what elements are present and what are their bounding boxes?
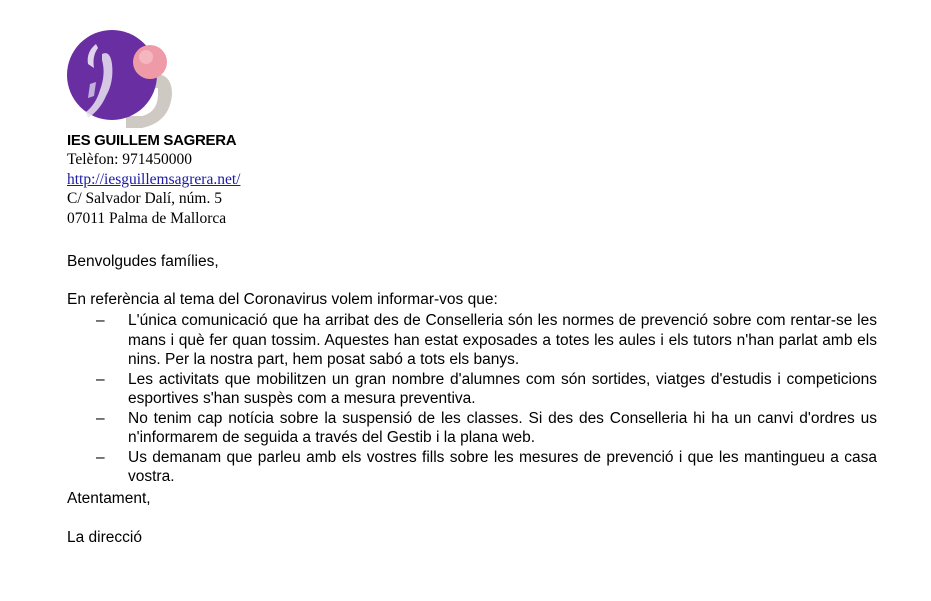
school-address-city: 07011 Palma de Mallorca (67, 209, 227, 227)
list-item (67, 311, 877, 370)
list-item (67, 409, 877, 448)
list-item-text: Les activitats que mobilitzen un gran nombre d'alumnes com són sortides, viatges d'estudis i competicions esportives s'han suspès com a mesura preventiva. (128, 370, 877, 407)
letter-greeting: Benvolgudes famílies, (67, 253, 219, 270)
list-item-text: L'única comunicació que ha arribat des de Conselleria són les normes de prevenció sobre com rentar-se les mans i què fer quan tossim. Aquestes han estat exposades a totes les aules i els tutors n'han parlat amb els nins. Per la nostra part, hem posat sabó a tots els banys. (128, 312, 877, 368)
letter-closing: Atentament, (67, 490, 151, 507)
list-item (67, 448, 877, 487)
list-bullet: – (96, 312, 105, 329)
school-logo (66, 24, 174, 130)
letter-intro: En referència al tema del Coronavirus volem informar-vos que: (67, 291, 498, 308)
notice-list (67, 311, 877, 487)
list-item-text: No tenim cap notícia sobre la suspensió de les classes. Si des des Conselleria hi ha un canvi d'ordres us n'informarem de seguida a través del Gestib i la plana web. (128, 409, 877, 446)
school-address-street: C/ Salvador Dalí, núm. 5 (67, 190, 222, 207)
letterhead (67, 131, 240, 228)
list-bullet: – (96, 370, 105, 388)
letter-signature: La direcció (67, 529, 142, 546)
school-name: IES GUILLEM SAGRERA (67, 132, 237, 149)
school-phone: Telèfon: 971450000 (67, 151, 193, 168)
school-website-link[interactable]: http://iesguillemsagrera.net/ (67, 170, 241, 188)
list-bullet: – (96, 409, 105, 427)
logo-pink-highlight (139, 50, 153, 64)
list-item-text: Us demanam que parleu amb els vostres fills sobre les mesures de prevenció i que les mantingueu a casa vostra. (128, 448, 877, 485)
list-bullet: – (96, 448, 105, 466)
list-item (67, 370, 877, 409)
